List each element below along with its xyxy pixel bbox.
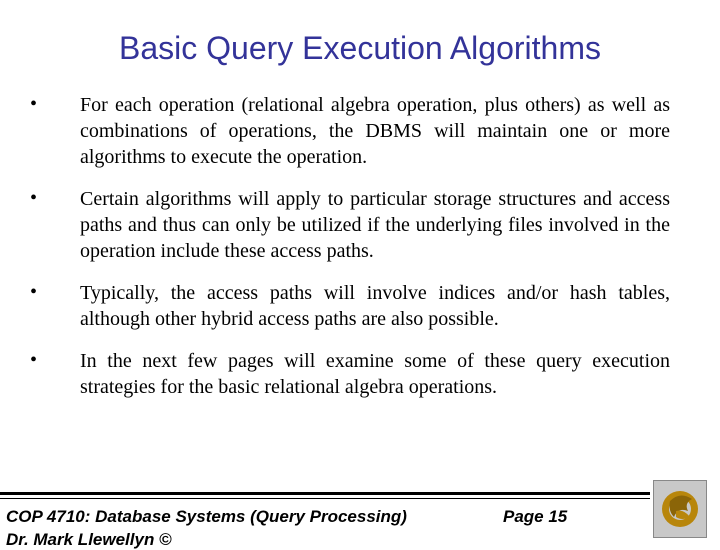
ucf-pegasus-logo-icon bbox=[653, 480, 707, 538]
bullet-marker: • bbox=[30, 349, 38, 371]
bullet-text: For each operation (relational algebra operation, plus others) as well as combinations of operations, the DBMS will maintain one or more algorithms to execute the operation. bbox=[80, 94, 670, 168]
bullet-item bbox=[30, 348, 670, 400]
bullet-text: Certain algorithms will apply to particular storage structures and access paths and thus can only be utilized if the underlying files involved in the operation include these access paths. bbox=[80, 188, 670, 262]
footer-divider-thin bbox=[0, 498, 650, 499]
footer-page-number: Page 15 bbox=[503, 507, 568, 526]
footer-divider bbox=[0, 492, 650, 495]
bullet-marker: • bbox=[30, 93, 38, 115]
slide-title: Basic Query Execution Algorithms bbox=[119, 30, 601, 66]
footer-course: COP 4710: Database Systems (Query Processing) bbox=[6, 507, 407, 526]
bullet-item bbox=[30, 280, 670, 332]
bullet-item bbox=[30, 92, 670, 170]
footer-author: Dr. Mark Llewellyn © bbox=[6, 530, 172, 549]
bullet-text: In the next few pages will examine some of these query execution strategies for the basic relational algebra operations. bbox=[80, 350, 670, 398]
bullet-marker: • bbox=[30, 187, 38, 209]
bullet-list bbox=[30, 92, 670, 416]
bullet-item bbox=[30, 186, 670, 264]
bullet-text: Typically, the access paths will involve indices and/or hash tables, although other hybrid access paths are also possible. bbox=[80, 282, 670, 330]
bullet-marker: • bbox=[30, 281, 38, 303]
